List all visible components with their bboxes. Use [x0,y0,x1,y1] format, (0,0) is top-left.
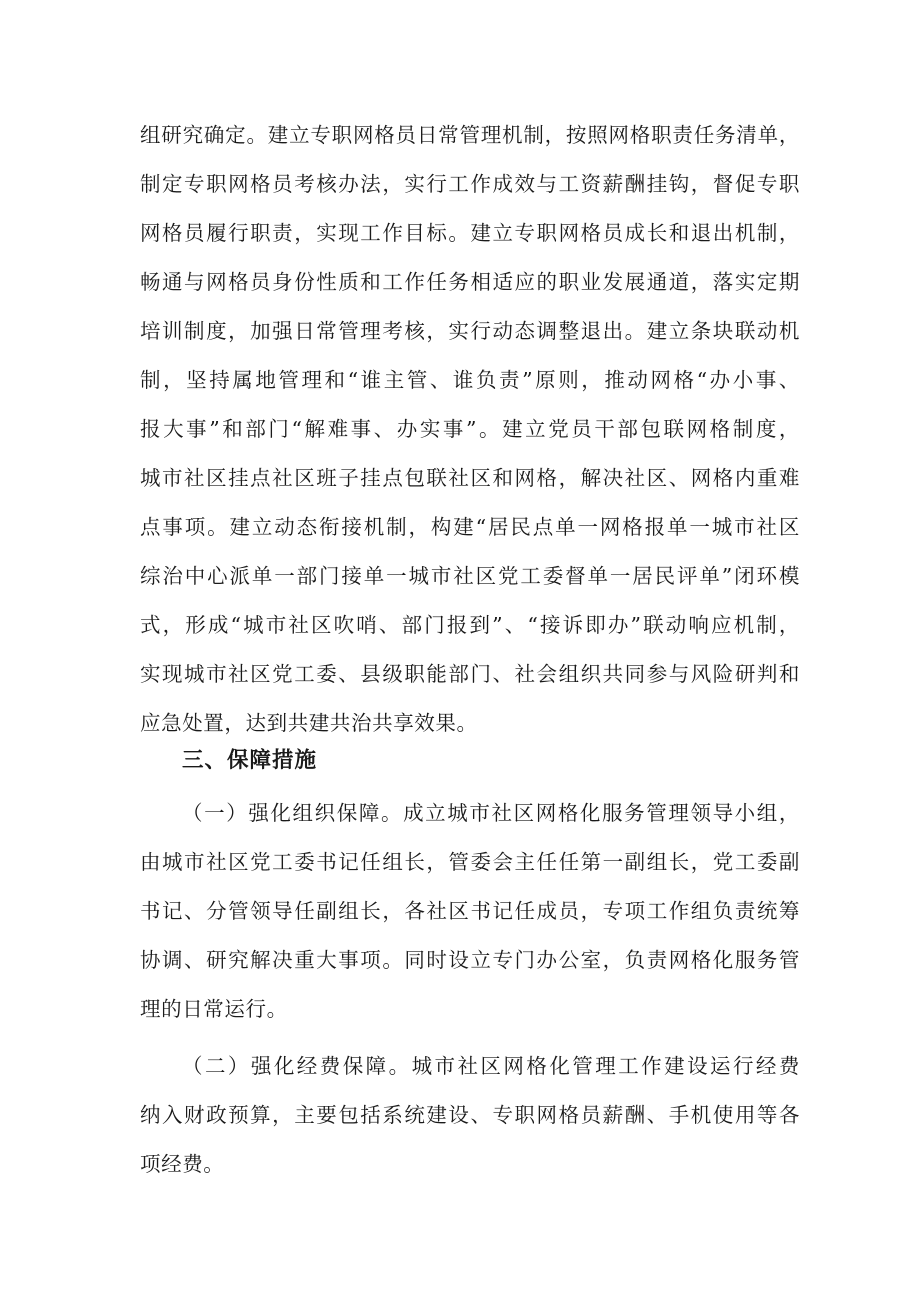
paragraph-line: 制定专职网格员考核办法，实行工作成效与工资薪酬挂钩，督促专职 [140,172,800,196]
paragraph-line: （二）强化经费保障。城市社区网格化管理工作建设运行经费 [182,1054,800,1078]
paragraph-line: 由城市社区党工委书记任组长，管委会主任任第一副组长，党工委副 [140,850,800,874]
paragraph-line: 实现城市社区党工委、县级职能部门、社会组织共同参与风险研判和 [140,662,800,686]
paragraph-line: （一）强化组织保障。成立城市社区网格化服务管理领导小组， [182,801,800,825]
paragraph-line: 项经费。 [140,1152,225,1176]
paragraph-line: 畅通与网格员身份性质和工作任务相适应的职业发展通道，落实定期 [140,270,800,294]
paragraph-line: 报大事”和部门“解难事、办实事”。建立党员干部包联网格制度， [140,417,800,441]
paragraph-line: 协调、研究解决重大事项。同时设立专门办公室，负责网格化服务管 [140,948,800,972]
paragraph-line: 书记、分管领导任副组长，各社区书记任成员，专项工作组负责统筹 [140,899,800,923]
paragraph-line: 理的日常运行。 [140,997,288,1021]
paragraph-line: 点事项。建立动态衔接机制，构建“居民点单一网格报单一城市社区 [140,515,800,539]
paragraph-line: 式，形成“城市社区吹哨、部门报到”、“接诉即办”联动响应机制， [140,613,800,637]
paragraph-line: 城市社区挂点社区班子挂点包联社区和网格，解决社区、网格内重难 [140,466,800,490]
paragraph-line: 纳入财政预算，主要包括系统建设、专职网格员薪酬、手机使用等各 [140,1103,800,1127]
paragraph-line: 应急处置，达到共建共治共享效果。 [140,711,478,735]
paragraph-line: 综治中心派单一部门接单一城市社区党工委督单一居民评单”闭环模 [140,564,800,588]
paragraph-line: 制，坚持属地管理和“谁主管、谁负责”原则，推动网格“办小事、 [140,368,800,392]
section-heading: 三、保障措施 [182,748,318,773]
paragraph-line: 网格员履行职责，实现工作目标。建立专职网格员成长和退出机制， [140,221,800,245]
paragraph-line: 培训制度，加强日常管理考核，实行动态调整退出。建立条块联动机 [140,319,800,343]
paragraph-line: 组研究确定。建立专职网格员日常管理机制，按照网格职责任务清单， [140,123,800,147]
